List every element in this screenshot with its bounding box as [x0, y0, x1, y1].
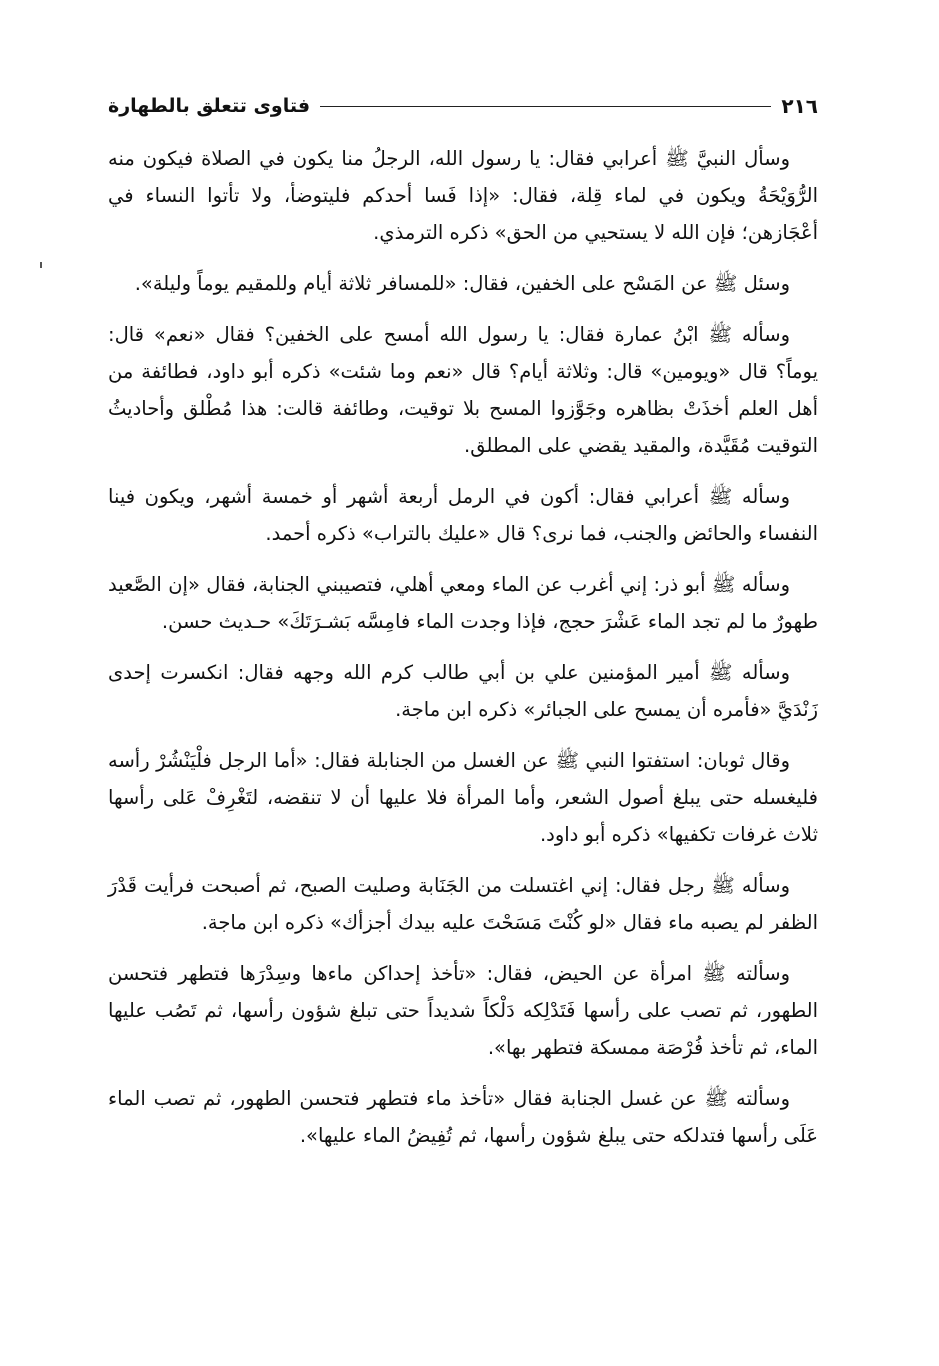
paragraph: وسأله ﷺ ابْنُ عمارة فقال: يا رسول الله أمسح على الخفين؟ فقال «نعم» قال: يوماً؟ قال «ويومين» قال: وثلاثة أيام؟ قال «نعم وما شئت» ذكره أبو داود، فطائفة من أهل العلم أخذَتْ بظاهره وجَوَّزوا المسح بلا توقيت، وطائفة قالت: هذا مُطْلق وأحاديثُ التوقيت مُقَيَّدة، والمقيد يقضي على المطلق. — [108, 323, 818, 457]
book-page — [108, 88, 818, 1298]
paragraph: وسألته ﷺ عن غسل الجنابة فقال «تأخذ ماء فتطهر فتحسن الطهور، ثم تصب الماء عَلَى رأسها فتدلكه حتى يبلغ شؤون رأسها، ثم تُفِيضُ الماء عليها». — [108, 1087, 818, 1147]
paragraph: وسأله ﷺ أعرابي فقال: أكون في الرمل أربعة أشهر أو خمسة أشهر، ويكون فينا النفساء والحائض والجنب، فما نرى؟ قال «عليك بالتراب» ذكره أحمد. — [108, 485, 818, 545]
page-number: ٢١٦ — [781, 94, 818, 118]
running-title: فتاوى تتعلق بالطهارة — [108, 95, 311, 117]
paragraph: وسئل ﷺ عن المَسْح على الخفين، فقال: «للمسافر ثلاثة أيام وللمقيم يوماً وليلة». — [134, 272, 790, 295]
header-rule — [320, 106, 771, 107]
paragraph: وسأله ﷺ أبو ذر: إني أغرب عن الماء ومعي أهلي، فتصيبني الجنابة، فقال «إن الصَّعيد طهورٌ ما لم تجد الماء عَشْرَ حجج، فإذا وجدت الماء فامِسَّه بَشـرَتَكَ» حـديث حسن. — [108, 573, 818, 633]
paragraph: وسأله ﷺ أمير المؤمنين علي بن أبي طالب كرم الله وجهه فقال: انكسرت إحدى زَنْدَيَّ «فأمره أن يمسح على الجبائر» ذكره ابن ماجة. — [108, 661, 818, 721]
paragraph: وسأله ﷺ رجل فقال: إني اغتسلت من الجَنَابة وصليت الصبح، ثم أصبحت فرأيت قَدْرَ الظفر لم يصبه ماء فقال «لو كُنْتَ مَسَحْتَ عليه بيدك أجزأك» ذكره ابن ماجة. — [108, 874, 818, 934]
paragraph: وقال ثوبان: استفتوا النبي ﷺ عن الغسل من الجنابلة فقال: «أما الرجل فلْيَنْشُرْ رأسه فليغسله حتى يبلغ أصول الشعر، وأما المرأة فلا عليها أن لا تنقضه، لتَغْرِفْ عَلى رأسها ثلاث غرفات تكفيها» ذكره أبو داود. — [108, 749, 818, 846]
paragraph: وسأل النبيَّ ﷺ أعرابي فقال: يا رسول الله، الرجلُ منا يكون في الصلاة فيكون منه الرُّوَيْحَةُ ويكون في لماء قِلة، فقال: «إذا فَسا أحدكم فليتوضأ، ولا تأتوا النساء في أعْجَازهن؛ فإن الله لا يستحيي من الحق» ذكره الترمذي. — [108, 147, 818, 244]
stray-mark — [40, 262, 42, 268]
paragraph: وسألته ﷺ امرأة عن الحيض، فقال: «تأخذ إحداكن ماءها وسِدْرَها فتطهر فتحسن الطهور، ثم تصب على رأسها فَتَدْلِكه دَلْكاً شديداً حتى تبلغ شؤون رأسها، ثم تَصُب عليها الماء، ثم تأخذ فُرْصَة ممسكة فتطهر بها». — [108, 962, 818, 1059]
page-header — [108, 88, 818, 124]
body-text — [108, 140, 818, 1154]
